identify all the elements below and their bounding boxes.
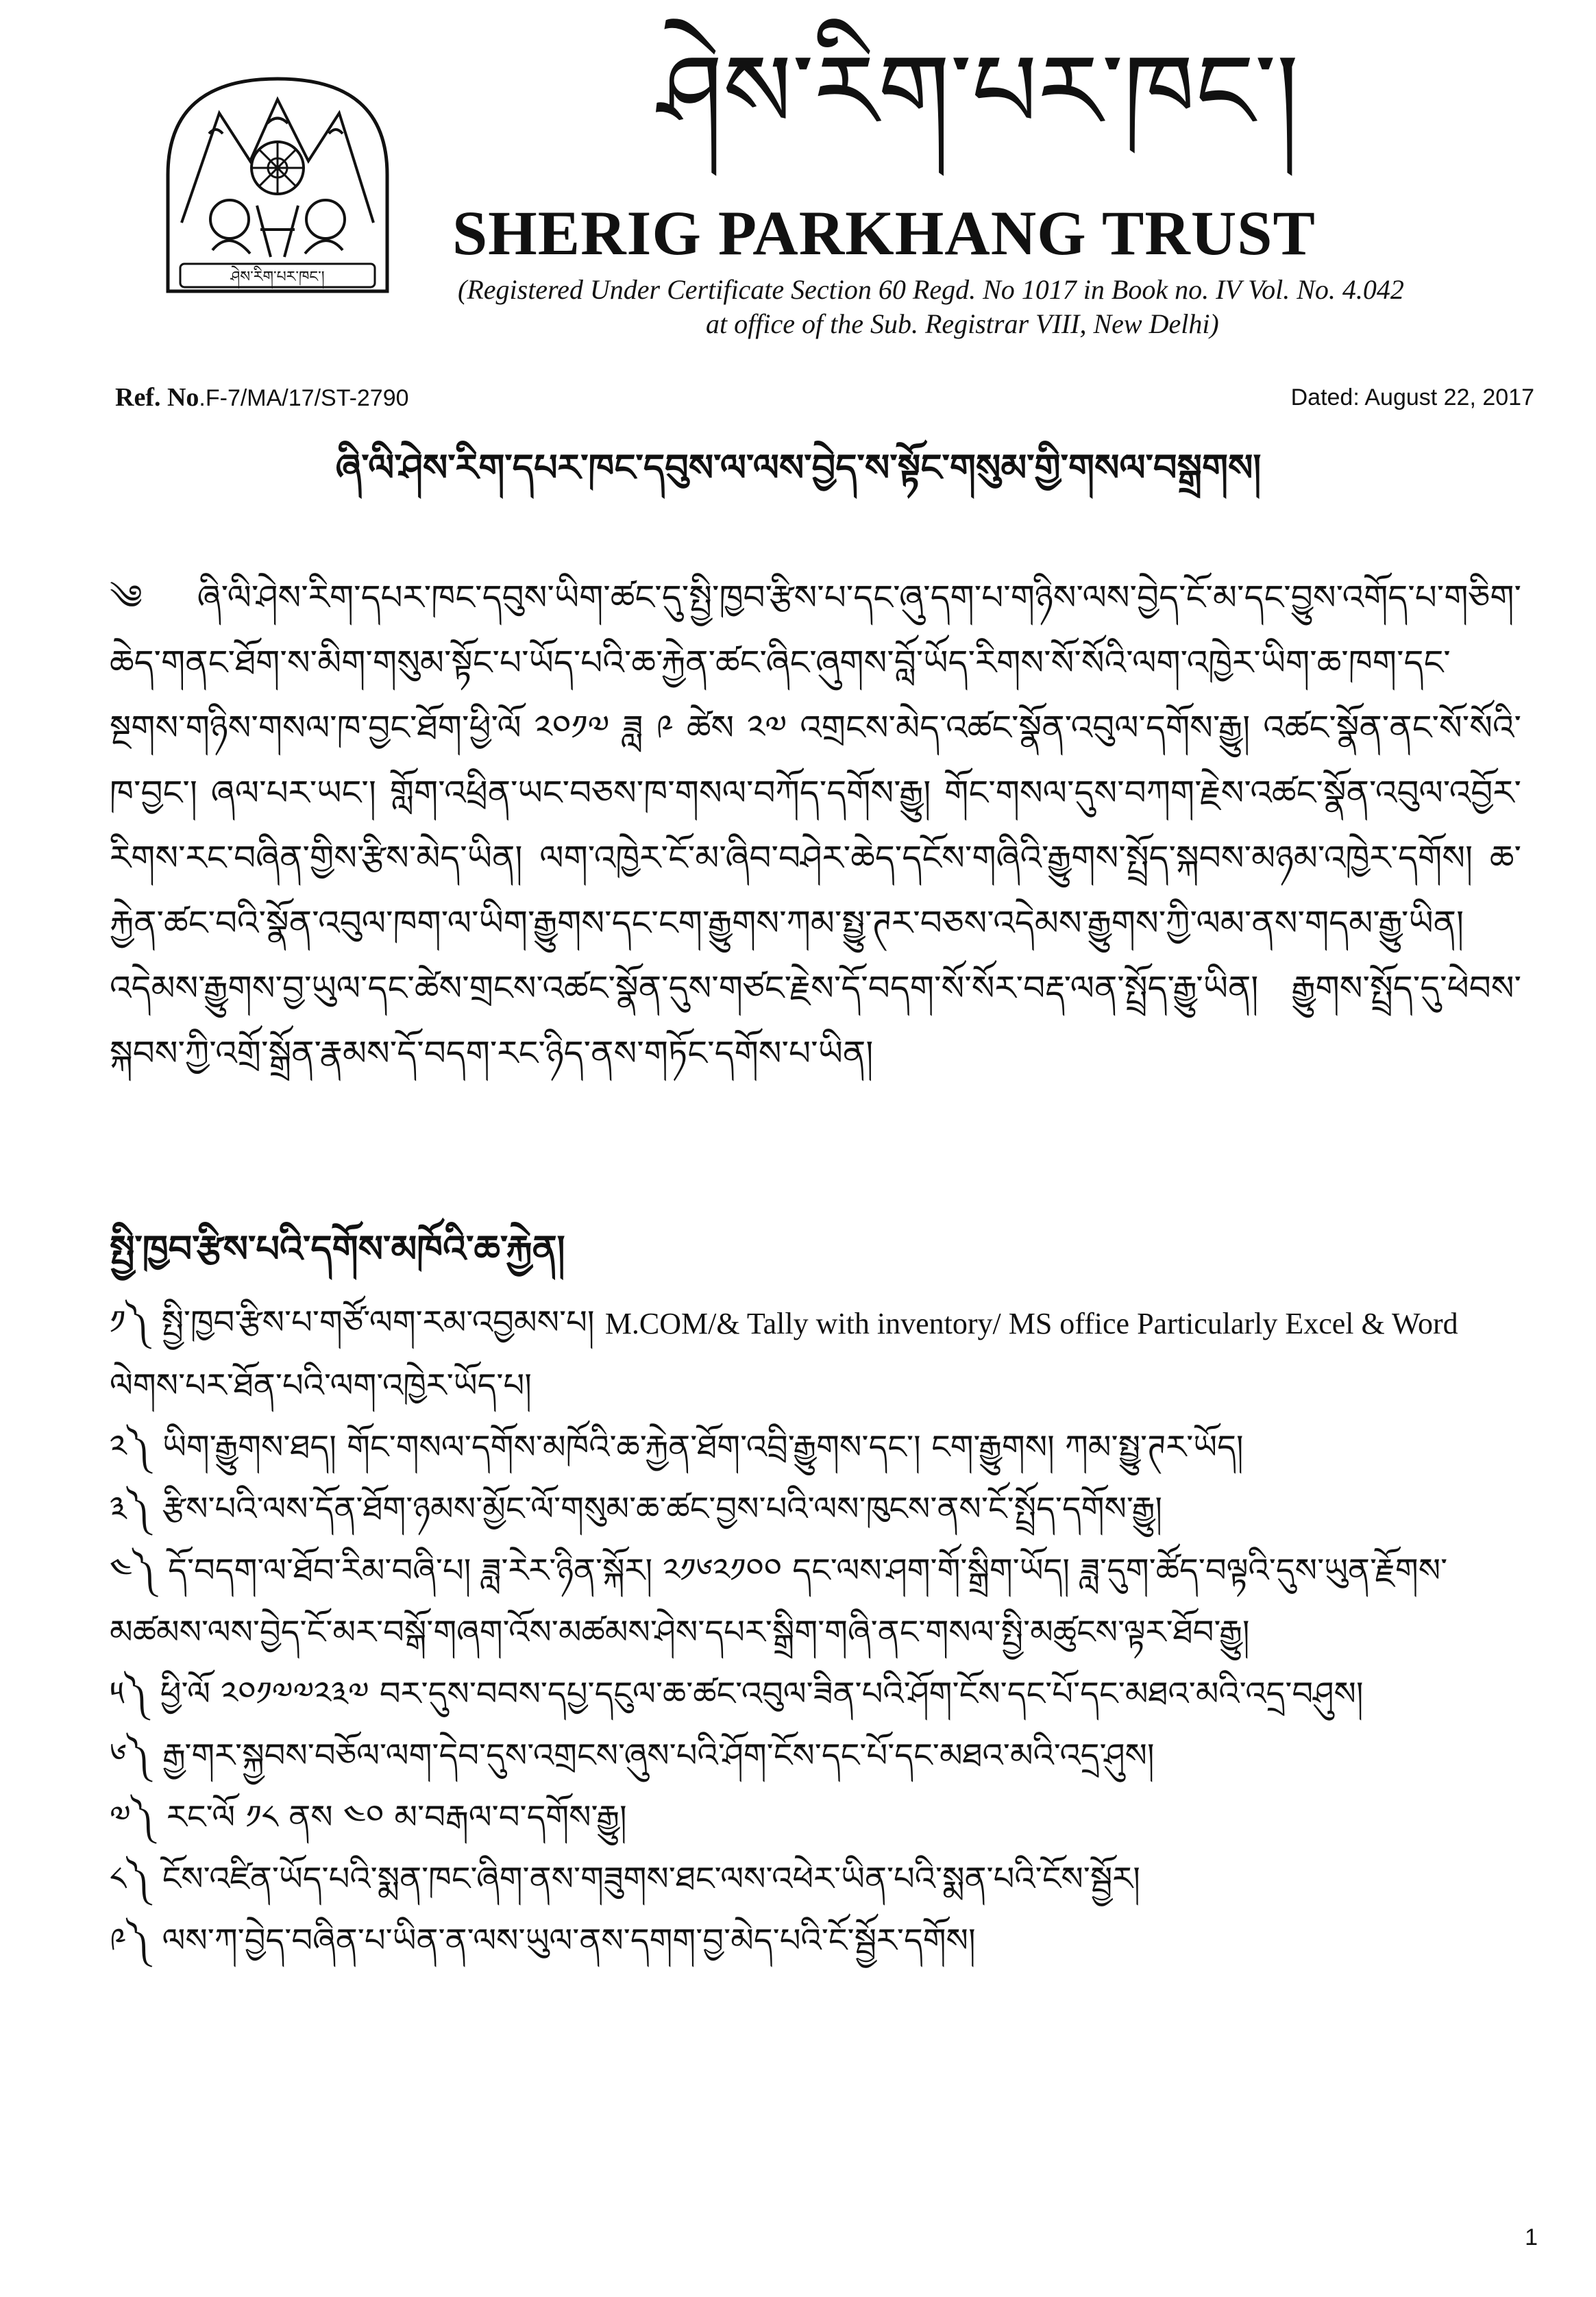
requirement-text: ལས་ཀ་བྱེད་བཞིན་པ་ཡིན་ན་ལས་ཡུལ་ནས་དགག་བྱ་མེད་པའི་ངོ་སྦྱོར་དགོས། bbox=[162, 1921, 976, 1960]
requirement-number: ༧༽ bbox=[110, 1798, 154, 1837]
requirement-text: ཡིག་རྒྱུགས་ཐད། གོང་གསལ་དགོས་མཁོའི་ཆ་རྐྱེན་ཐོག་འབྲི་རྒྱུགས་དང་། ངག་རྒྱུགས། ཀམ་སྤྱུ་ཊར་ཡོད། bbox=[162, 1428, 1244, 1466]
date-line: Dated: August 22, 2017 bbox=[1290, 384, 1534, 410]
requirement-text-after: ལེགས་པར་ཐོན་པའི་ལག་འཁྱེར་ཡོད་པ། bbox=[110, 1366, 532, 1405]
reference-value: .F-7/MA/17/ST-2790 bbox=[199, 385, 409, 411]
registration-line-1: (Registered Under Certificate Section 60 Regd. No 1017 in Book no. IV Vol. No. 4.042 bbox=[458, 274, 1404, 305]
organization-name: SHERIG PARKHANG TRUST bbox=[452, 198, 1316, 268]
notice-heading: ཞི་ལི་ཤེས་རིག་དཔར་ཁང་དབུས་ལ་ལས་བྱེད་ས་སྟོང་གསུམ་གྱི་གསལ་བསྒྲགས། bbox=[335, 446, 1262, 489]
seal-inscription: ཤེས་རིག་པར་ཁང་། bbox=[230, 269, 325, 286]
reference-label: Ref. No bbox=[115, 383, 199, 412]
requirement-item bbox=[110, 1478, 1521, 1540]
requirement-text: ཕྱི་ལོ ༢༠༡༧༧༢༣༧ བར་དུས་བབས་དཔྱ་དངུལ་ཆ་ཚང་འབུལ་ཟིན་པའི་ཤོག་ངོས་དང་པོ་དང་མཐའ་མའི་འདྲ་བཤུས། bbox=[160, 1675, 1364, 1713]
reference-number bbox=[115, 382, 409, 413]
notice-intro-paragraph: ༄ ཞི་ལི་ཤེས་རིག་དཔར་ཁང་དབུས་ཡིག་ཚང་དུ་སྤྱི་ཁྱབ་རྩིས་པ་དང་ཞུ་དག་པ་གཉིས་ལས་བྱེད་ངོ་མ་དང་བྱུས་འགོད་པ་གཅིག་ཆེད་གནང་ཐོག་ས་མིག་གསུམ་སྟོང་པ་ཡོད་པའི་ཆ་རྐྱེན་ཚང་ཞིང་ཞུགས་བློ་ཡོད་རིགས་སོ་སོའི་ལག་འཁྱེར་ཡིག་ཆ་ཁག་དང་སྔགས་གཉིས་གསལ་ཁ་བྱང་ཐོག་ཕྱི་ལོ ༢༠༡༧ ཟླ ༩ ཚེས ༢༧ འགྲངས་མེད་འཚང་སྣོན་འབུལ་དགོས་རྒྱུ། འཚང་སྣོན་ནང་སོ་སོའི་ཁ་བྱང་། ཞལ་པར་ཡང་། གློག་འཕྲིན་ཡང་བཅས་ཁ་གསལ་བཀོད་དགོས་རྒྱུ། གོང་གསལ་དུས་བཀག་རྗེས་འཚང་སྣོན་འབུལ་འབྱོར་རིགས་རང་བཞིན་གྱིས་རྩིས་མེད་ཡིན། ལག་འཁྱེར་ངོ་མ་ཞིབ་བཤེར་ཆེད་དངོས་གཞིའི་རྒྱུགས་སྤྲོད་སྐབས་མཉམ་འཁྱེར་དགོས། ཆ་རྐྱེན་ཚང་བའི་སྣོན་འབུལ་ཁག་ལ་ཡིག་རྒྱུགས་དང་ངག་རྒྱུགས་ཀམ་སྤྱུ་ཊར་བཅས་འདེམས་རྒྱུགས་ཀྱི་ལམ་ནས་གདམ་རྒྱུ་ཡིན། འདེམས་རྒྱུགས་བྱ་ཡུལ་དང་ཚེས་གྲངས་འཚང་སྣོན་དུས་གཙང་རྗེས་དོ་བདག་སོ་སོར་བརྡ་ལན་སྤྲོད་རྒྱུ་ཡིན། རྒྱུགས་སྤྲོད་དུ་ཕེབས་སྐབས་ཀྱི་འགྲོ་སྒྲོན་རྣམས་དོ་བདག་རང་ཉིད་ནས་གཏོང་དགོས་པ་ཡིན། bbox=[110, 578, 1521, 1073]
requirement-number: ༡༽ bbox=[110, 1303, 149, 1342]
requirements-heading: སྤྱི་ཁྱབ་རྩིས་པའི་དགོས་མཁོའི་ཆ་རྐྱེན། bbox=[110, 1227, 565, 1270]
requirement-text: དོ་བདག་ལ་ཐོབ་རིམ་བཞི་པ། ཟླ་རེར་ཉིན་སྐོར། ༢༡༦༢༡༠༠ དང་ལས་ཤག་གོ་སྒྲིག་ཡོད། ཟླ་དུག་ཚོད་བལྟའི་དུས་ཡུན་རྗོགས་མཚམས་ལས་བྱེད་ངོ་མར་བསྒོ་གཞག་འོས་མཚམས་ཤེས་དཔར་སྒྲིག་གཞི་ནང་གསལ་སྤྱི་མཚུངས་ལྟར་ཐོབ་རྒྱུ། bbox=[110, 1551, 1448, 1651]
registration-line-2: at office of the Sub. Registrar VIII, New Delhi) bbox=[706, 308, 1219, 339]
requirement-item bbox=[110, 1416, 1521, 1478]
requirement-text: རྩིས་པའི་ལས་དོན་ཐོག་ཉམས་མྱོང་ལོ་གསུམ་ཆ་ཚང་བྱས་པའི་ལས་ཁུངས་ནས་ངོ་སྤྲོད་དགོས་རྒྱུ། bbox=[162, 1490, 1163, 1528]
requirement-item bbox=[110, 1540, 1521, 1663]
requirement-number: ༥༽ bbox=[110, 1675, 148, 1713]
requirement-text: རང་ལོ ༡༨ ནས ༤༠ མ་བརྒལ་བ་དགོས་རྒྱུ། bbox=[167, 1798, 627, 1837]
requirement-text: སྤྱི་ཁྱབ་རྩིས་པ་གཙོ་ལག་རམ་འབྱམས་པ། bbox=[161, 1303, 595, 1342]
requirement-text: རྒྱ་གར་སྐྱབས་བཅོལ་ལག་དེབ་དུས་འགྲངས་ཞུས་པའི་ཤོག་ངོས་དང་པོ་དང་མཐའ་མའི་འདྲ་ཤུས། bbox=[162, 1736, 1155, 1775]
requirement-number: ༦༽ bbox=[110, 1736, 150, 1775]
requirement-number: ༢༽ bbox=[110, 1428, 151, 1466]
requirements-list bbox=[110, 1292, 1521, 1972]
requirement-item bbox=[110, 1786, 1521, 1848]
requirement-item bbox=[110, 1292, 1521, 1416]
tibetan-org-name: ཤེས་རིག་པར་ཁང་། bbox=[658, 33, 1299, 152]
requirement-number: ༣༽ bbox=[110, 1490, 150, 1528]
requirement-item bbox=[110, 1663, 1521, 1725]
requirement-item bbox=[110, 1910, 1521, 1972]
organization-seal-logo bbox=[147, 58, 408, 319]
page-number: 1 bbox=[1525, 2224, 1538, 2250]
requirement-number: ༤༽ bbox=[110, 1551, 156, 1590]
requirement-number: ༩༽ bbox=[110, 1921, 150, 1960]
requirement-number: ༨༽ bbox=[110, 1860, 150, 1898]
requirement-latin-text: M.COM/& Tally with inventory/ MS office Particularly Excel & Word bbox=[604, 1307, 1458, 1340]
requirement-item bbox=[110, 1848, 1521, 1910]
requirement-text: ངོས་འཛིན་ཡོད་པའི་སྨན་ཁང་ཞིག་ནས་གཟུགས་ཐང་ལས་འཕེར་ཡིན་པའི་སྨན་པའི་ངོས་སྦྱོར། bbox=[162, 1860, 1140, 1898]
requirement-item bbox=[110, 1725, 1521, 1786]
